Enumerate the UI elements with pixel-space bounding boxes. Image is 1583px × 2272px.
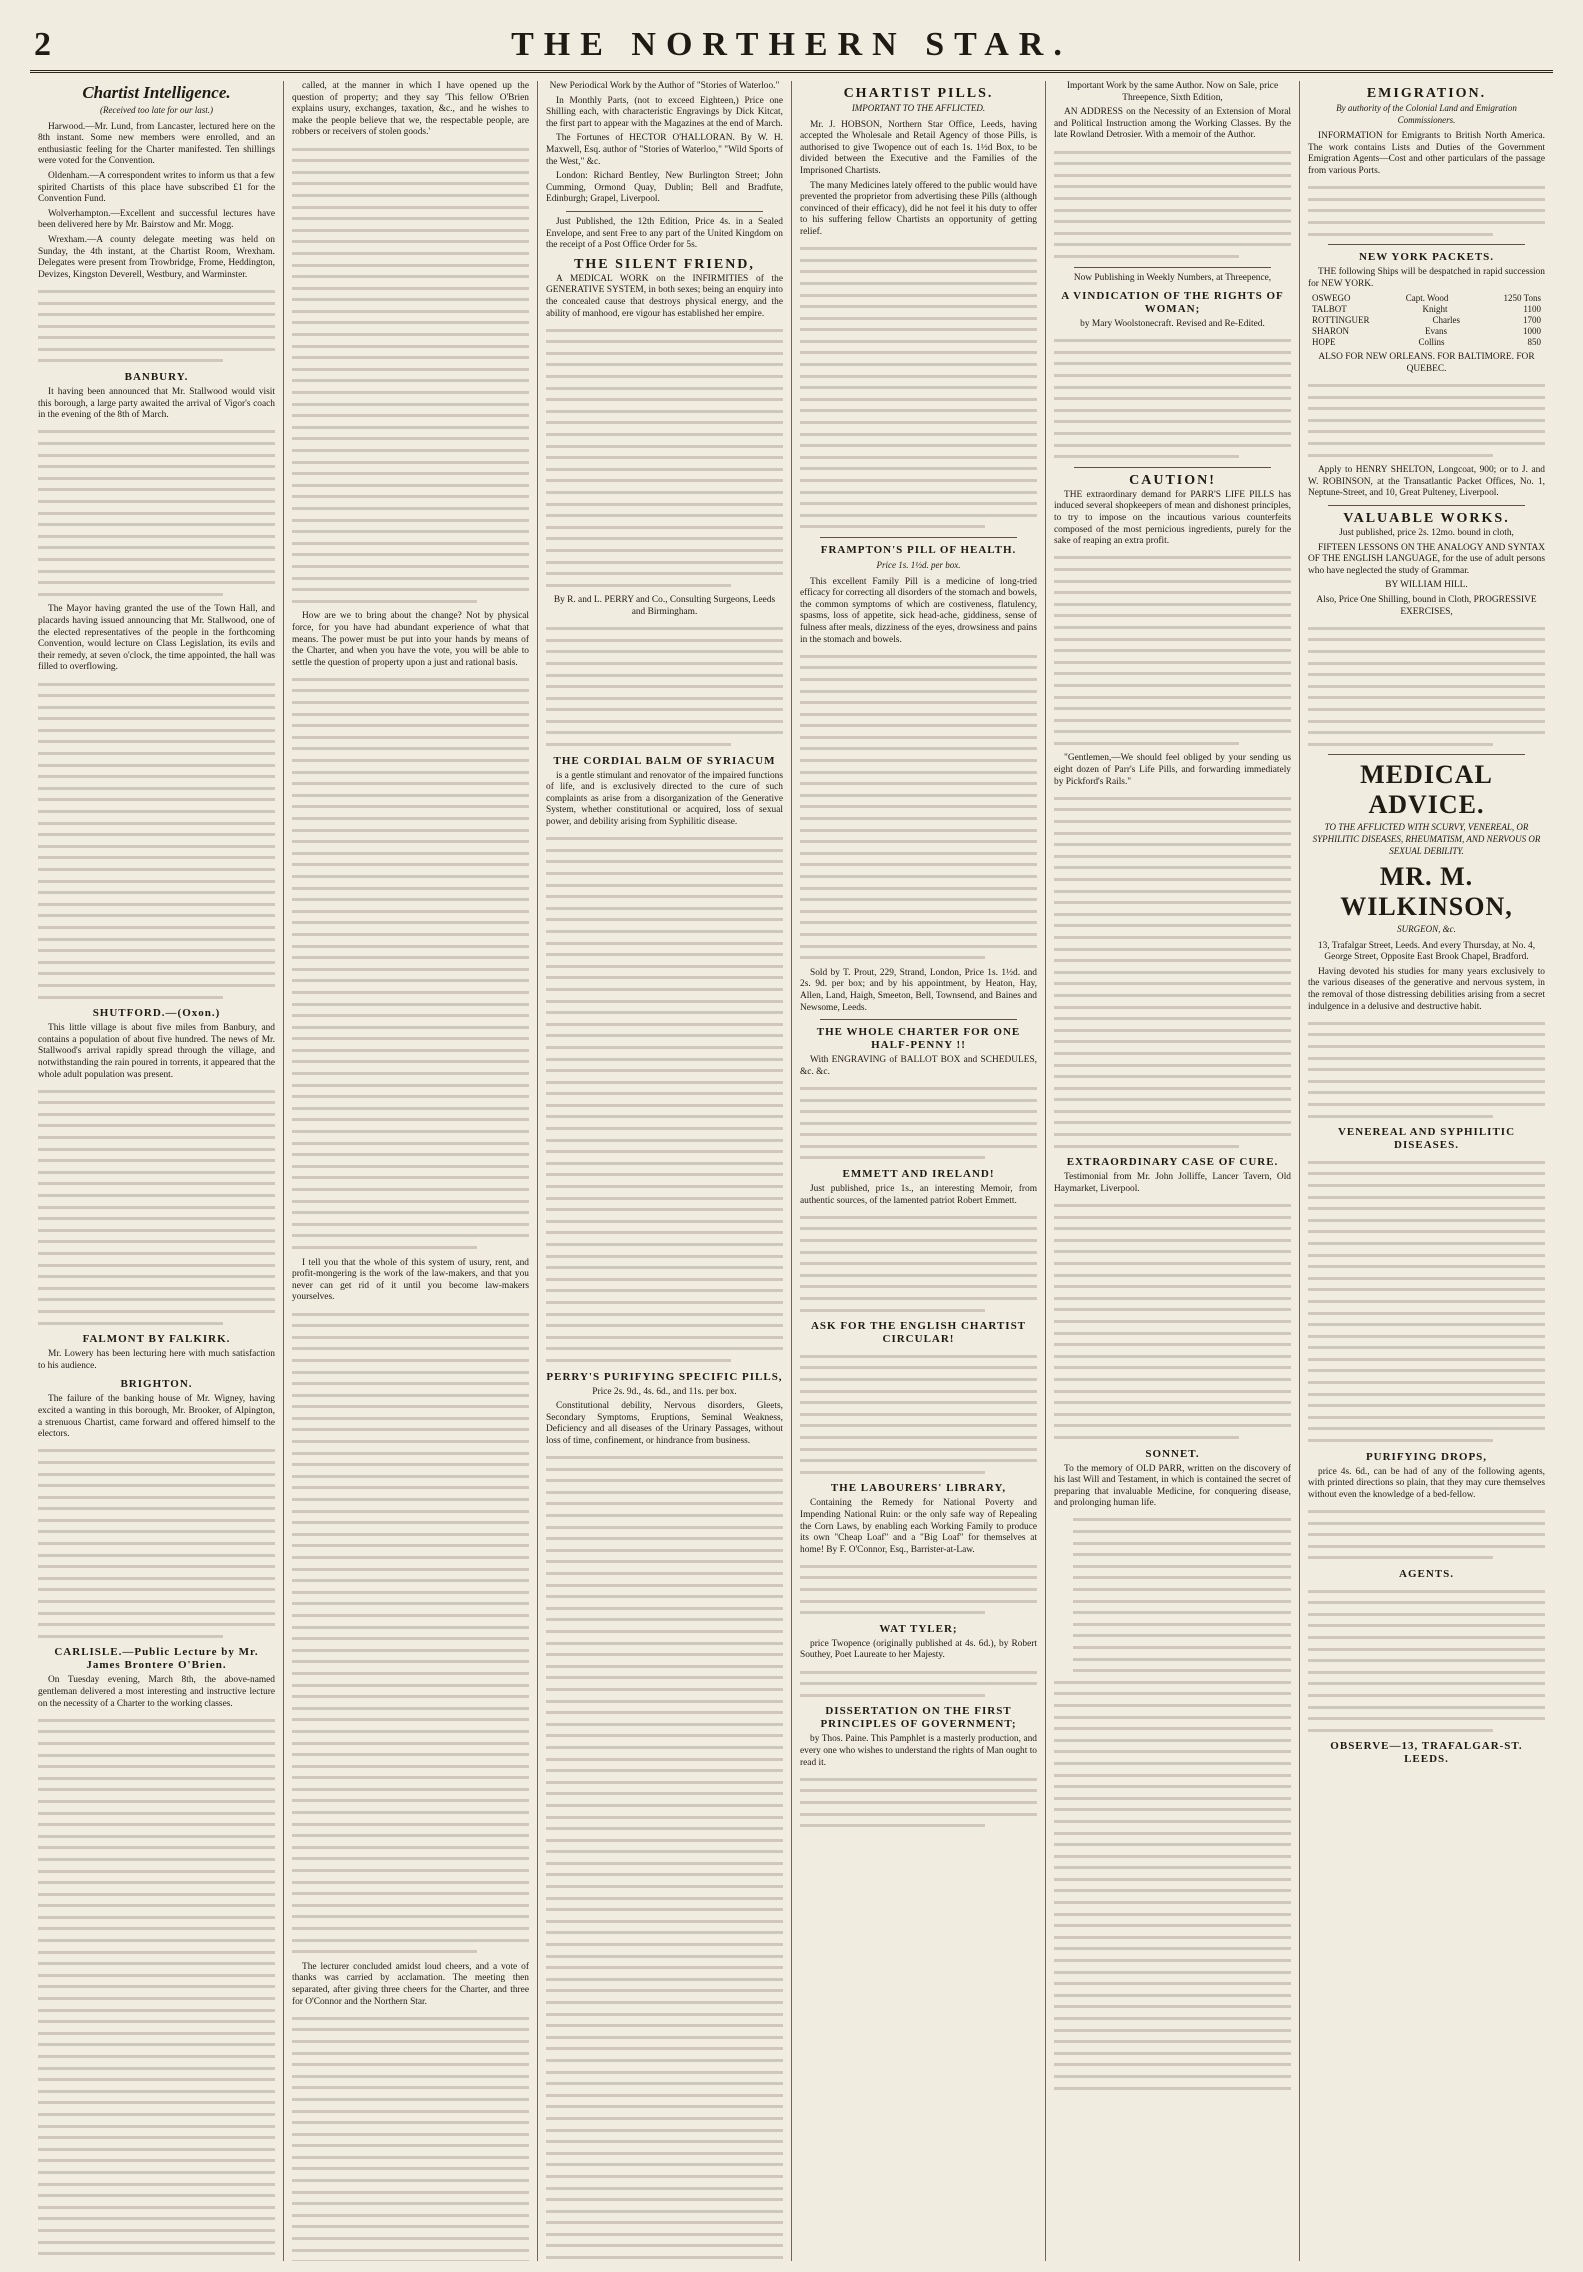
text-block bbox=[38, 290, 275, 363]
article-oldenham: Oldenham.—A correspondent writes to inform us that a few spirited Chartists of this place have subscribed £1 for the Convention Fund. bbox=[38, 170, 275, 205]
advert-text: 13, Trafalgar Street, Leeds. And every Thursday, at No. 4, George Street, Opposite East Brook Chapel, Bradford. bbox=[1317, 940, 1536, 963]
heading-brighton: BRIGHTON. bbox=[120, 1378, 193, 1391]
heading-wat-tyler: WAT TYLER; bbox=[879, 1622, 958, 1635]
masthead bbox=[30, 22, 1553, 73]
advert-text: FIFTEEN LESSONS ON THE ANALOGY AND SYNTAX OF THE ENGLISH LANGUAGE, for the use of adult persons who have neglected the study of Grammar. bbox=[1308, 542, 1545, 576]
column-5 bbox=[1046, 81, 1300, 2261]
page-number: 2 bbox=[34, 26, 51, 63]
divider bbox=[1328, 244, 1525, 245]
advert-text: By R. and L. PERRY and Co., Consulting Surgeons, Leeds and Birmingham. bbox=[553, 595, 776, 617]
text-block bbox=[800, 1778, 1037, 1827]
text-block bbox=[800, 1216, 1037, 1312]
advert-text: Apply to HENRY SHELTON, Longcoat, 900; or to J. and W. ROBINSON, at the Transatlantic Packet Offices, No. 1, Neptune-Street, and 10, Great Pulteney, Liverpool. bbox=[1308, 465, 1545, 499]
heading-falkirk: FALMONT BY FALKIRK. bbox=[82, 1333, 231, 1346]
heading-whole-charter: THE WHOLE CHARTER FOR ONE HALF-PENNY !! bbox=[816, 1026, 1021, 1052]
text-block bbox=[1308, 384, 1545, 457]
subheading-emigration: By authority of the Colonial Land and Emigration Commissioners. bbox=[1336, 103, 1517, 125]
divider bbox=[1074, 267, 1271, 268]
article-wolverhampton: Wolverhampton.—Excellent and successful lectures have been delivered here by Mr. Bairstow and Mr. Mogg. bbox=[38, 208, 275, 231]
subheading-afflicted: IMPORTANT TO THE AFFLICTED. bbox=[851, 103, 986, 113]
heading-dissertation: DISSERTATION ON THE FIRST PRINCIPLES OF GOVERNMENT; bbox=[820, 1705, 1017, 1731]
text-block bbox=[292, 148, 529, 603]
text-block bbox=[800, 655, 1037, 959]
subheading-medical: TO THE AFFLICTED WITH SCURVY, VENEREAL, OR SYPHILITIC DISEASES, RHEUMATISM, AND NERVOUS OR SEXUAL DEBILITY. bbox=[1312, 822, 1541, 856]
columns bbox=[30, 73, 1553, 2261]
text-block bbox=[800, 1355, 1037, 1474]
column-2 bbox=[284, 81, 538, 2261]
heading-venereal: VENEREAL AND SYPHILITIC DISEASES. bbox=[1337, 1126, 1516, 1152]
advert-text: by Mary Woolstonecraft. Revised and Re-Edited. bbox=[1080, 319, 1265, 330]
text-block bbox=[38, 1449, 275, 1638]
article-wrexham: Wrexham.—A county delegate meeting was held on Sunday, the 4th instant, at the Chartist Room, Wrexham. Delegates were present from Trowbridge, Frome, Heddington, Devizes, Kingston Deverell, Westbury, and Warminster. bbox=[38, 234, 275, 280]
text-block bbox=[38, 683, 275, 999]
advert-heading: New Periodical Work by the Author of "Stories of Waterloo." bbox=[549, 81, 780, 91]
text-block bbox=[1308, 1590, 1545, 1732]
text-block bbox=[1054, 339, 1291, 458]
divider bbox=[1328, 505, 1525, 506]
ship-list bbox=[1308, 293, 1545, 348]
text-block bbox=[800, 1087, 1037, 1160]
text-block bbox=[1308, 627, 1545, 746]
heading-packets: NEW YORK PACKETS. bbox=[1358, 251, 1495, 264]
heading-silent-friend: THE SILENT FRIEND, bbox=[574, 256, 755, 272]
advert-text: THE extraordinary demand for PARR'S LIFE PILLS has induced several shopkeepers of mean and dishonest principles, to try to impose on the incautious various counterfeits composed of the most pernicious ingredients, purely for the sake of reaping an extra profit. bbox=[1054, 489, 1291, 547]
column-4 bbox=[792, 81, 1046, 2261]
footer-observe: OBSERVE—13, TRAFALGAR-ST. LEEDS. bbox=[1330, 1740, 1523, 1766]
text-block bbox=[292, 678, 529, 1249]
advert-text: This excellent Family Pill is a medicine of long-tried efficacy for correcting all disorders of the stomach and bowels, the common symptoms of which are costiveness, flatulency, spasms, loss of appetite, sick head-ache, giddiness, sense of fulness after meals, dizziness of the eyes, drowsiness and pains in the stomach and bowels. bbox=[800, 576, 1037, 645]
ship-row: OSWEGO Capt. Wood 1250 Tons bbox=[1312, 293, 1541, 304]
heading-labourers-library: THE LABOURERS' LIBRARY, bbox=[830, 1482, 1007, 1495]
advert-text: Constitutional debility, Nervous disorders, Gleets, Secondary Symptoms, Eruptions, Seminal Weakness, Deficiency and all diseases of the Urinary Passages, without loss of time, confinement, or hindrance from business. bbox=[546, 1401, 783, 1446]
advert-text: AN ADDRESS on the Necessity of an Extension of Moral and Political Instruction among the Working Classes. By the late Rowland Detrosier. With a memoir of the Author. bbox=[1054, 107, 1291, 141]
text-block bbox=[546, 837, 783, 1362]
text-block bbox=[1054, 556, 1291, 745]
section-title: Chartist Intelligence. bbox=[82, 83, 231, 102]
advert-text: Also, Price One Shilling, bound in Cloth, PROGRESSIVE EXERCISES, bbox=[1316, 595, 1537, 617]
advert-text: The many Medicines lately offered to the public would have prevented the proprietor from advertising these Pills (although convinced of their efficacy), did he not feel it his duty to offer to his suffering fellow Chartists an opportunity of getting relief. bbox=[800, 180, 1037, 237]
heading-valuable-works: VALUABLE WORKS. bbox=[1343, 511, 1510, 527]
heading-sonnet: SONNET. bbox=[1145, 1447, 1200, 1460]
divider bbox=[820, 1019, 1017, 1020]
section-subtitle: (Received too late for our last.) bbox=[100, 105, 213, 115]
heading-caution: CAUTION! bbox=[1129, 472, 1216, 488]
text-block bbox=[800, 1671, 1037, 1697]
advert-text: INFORMATION for Emigrants to British North America. The work contains Lists and Duties of the Government Emigration Agents—Cost and other particulars of the passage from various Ports. bbox=[1308, 131, 1545, 176]
advert-text: ALSO FOR NEW ORLEANS. FOR BALTIMORE. FOR QUEBEC. bbox=[1318, 352, 1535, 374]
heading-vindication: A VINDICATION OF THE RIGHTS OF WOMAN; bbox=[1061, 290, 1284, 316]
advert-text: Having devoted his studies for many years exclusively to the various diseases of the generative and nervous system, in the removal of those distressing debilities arising from a secret indulgence in a delusive and destructive habit. bbox=[1308, 966, 1545, 1012]
column-3 bbox=[538, 81, 792, 2261]
ship-row: TALBOT Knight 1100 bbox=[1312, 304, 1541, 315]
heading-wilkinson: MR. M. WILKINSON, bbox=[1340, 862, 1513, 922]
article-mayor: The Mayor having granted the use of the Town Hall, and placards having issued announcing that Mr. Stallwood, one of the elected representatives of the people in the forthcoming Convention, would lecture on Class Legislation, its evils and their remedy, at seven o'clock, the time appointed, the hall was filled to overflowing. bbox=[38, 604, 275, 673]
heading-extraordinary-cure: EXTRAORDINARY CASE OF CURE. bbox=[1066, 1156, 1279, 1169]
advert-text: The Fortunes of HECTOR O'HALLORAN. By W. H. Maxwell, Esq. author of "Stories of Waterloo," "Wild Sports of the West," &c. bbox=[546, 133, 783, 167]
text-block bbox=[1308, 1161, 1545, 1442]
advert-text: To the memory of OLD PARR, written on the discovery of his last Will and Testament, in which is contained the secret of preparing that invaluable Medicine, for conquering disease, and prolonging human life. bbox=[1054, 1463, 1291, 1509]
advert-text: "Gentlemen,—We should feel obliged by your sending us eight dozen of Parr's Life Pills, and forwarding immediately by Pickford's Rails." bbox=[1054, 753, 1291, 787]
text-block bbox=[1054, 797, 1291, 1148]
heading-perry-pills: PERRY'S PURIFYING SPECIFIC PILLS, bbox=[546, 1370, 783, 1383]
article-body: The lecturer concluded amidst loud cheers, and a vote of thanks was carried by acclamation. The meeting then separated, after giving three cheers for the Charter, and three for O'Connor and the Northern Star. bbox=[292, 1961, 529, 2007]
column-1 bbox=[30, 81, 284, 2261]
text-block bbox=[1308, 1022, 1545, 1118]
article-shutford: This little village is about five miles from Banbury, and contains a population of about five hundred. The news of Mr. Stallwood's arrival rapidly spread through the village, and notwithstanding the rain poured in torrents, it appeared that the whole adult population was present. bbox=[38, 1023, 275, 1080]
article-body: called, at the manner in which I have opened up the question of property; and they say 'This fellow O'Brien explains usury, exchanges, taxation, &c., and he wishes to make the people believe that we, the respectable people, are robbers or receivers of stolen goods.' bbox=[292, 81, 529, 138]
heading-agents: AGENTS. bbox=[1399, 1567, 1454, 1580]
text-block bbox=[292, 2017, 529, 2261]
heading-cordial-balm: THE CORDIAL BALM OF SYRIACUM bbox=[553, 754, 776, 767]
heading-frampton: FRAMPTON'S PILL OF HEALTH. bbox=[820, 543, 1017, 556]
text-block bbox=[1054, 1518, 1291, 2089]
advert-text: Mr. J. HOBSON, Northern Star Office, Leeds, having accepted the Wholesale and Retail Agency of those Pills, is authorised to give Twopence out of each 1s. 1½d Box, to be divided between the Executive and the Families of the Imprisoned Chartists. bbox=[800, 119, 1037, 176]
advert-text: Just published, price 1s., an interesting Memoir, from authentic sources, of the lamented patriot Robert Emmett. bbox=[800, 1184, 1037, 1206]
text-block bbox=[292, 1313, 529, 1954]
advert-text: In Monthly Parts, (not to exceed Eighteen,) Price one Shilling each, with characteristic Engravings by Dick Kitcat, the first part to appear with the Magazines at the end of March. bbox=[546, 95, 783, 129]
heading-banbury: BANBURY. bbox=[124, 371, 189, 384]
heading-emmett: EMMETT AND IRELAND! bbox=[842, 1168, 995, 1181]
heading-carlisle: CARLISLE.—Public Lecture by Mr. James Brontere O'Brien. bbox=[54, 1646, 259, 1672]
subheading-frampton-price: Price 1s. 1½d. per box. bbox=[876, 559, 961, 570]
divider bbox=[566, 211, 763, 212]
text-block bbox=[38, 1719, 275, 2261]
text-block bbox=[1054, 1204, 1291, 1439]
heading-shutford: SHUTFORD.—(Oxon.) bbox=[92, 1007, 221, 1020]
text-block bbox=[546, 329, 783, 587]
advert-text: Testimonial from Mr. John Jolliffe, Lancer Tavern, Old Haymarket, Liverpool. bbox=[1054, 1172, 1291, 1194]
heading-medical-advice: MEDICAL ADVICE. bbox=[1360, 760, 1493, 820]
advert-text: price 4s. 6d., can be had of any of the following agents, with printed directions so plain, that they may cure themselves without even the knowledge of a bed-fellow. bbox=[1308, 1466, 1545, 1500]
advert-text: Containing the Remedy for National Poverty and Impending National Ruin: or the only safe way of Repealing the Corn Laws, by enabling each Working Family to produce its own "Cheap Loaf" and a "Big Loaf" for themselves at home! By F. O'Connor, Esq., Barrister-at-Law. bbox=[800, 1498, 1037, 1555]
advert-text: Just published, price 2s. 12mo. bound in cloth, bbox=[1339, 528, 1514, 539]
newspaper-title: THE NORTHERN STAR. bbox=[511, 26, 1072, 63]
text-block bbox=[546, 1456, 783, 2259]
advert-text: A MEDICAL WORK on the INFIRMITIES of the GENERATIVE SYSTEM, in both sexes; being an enquiry into the concealed cause that destroys physical energy, and the ability of manhood, ere vigour has established her empire. bbox=[546, 273, 783, 319]
text-block bbox=[800, 1565, 1037, 1614]
article-harwood: Harwood.—Mr. Lund, from Lancaster, lectured here on the 8th instant. Some new members were enrolled, and an enthusiastic feeling for the Charter manifested. Ten shillings were voted for the Convention. bbox=[38, 121, 275, 167]
article-falkirk: Mr. Lowery has been lecturing here with much satisfaction to his audience. bbox=[38, 1349, 275, 1371]
text-block bbox=[38, 430, 275, 595]
heading-emigration: EMIGRATION. bbox=[1366, 86, 1487, 101]
divider bbox=[820, 537, 1017, 538]
advert-text: Just Published, the 12th Edition, Price 4s. in a Sealed Envelope, and sent Free to any part of the United Kingdom on the receipt of a Post Office Order for 5s. bbox=[546, 216, 783, 251]
advert-text: With ENGRAVING of BALLOT BOX and SCHEDULES, &c. &c. bbox=[800, 1055, 1037, 1077]
advert-text: by Thos. Paine. This Pamphlet is a masterly production, and every one who wishes to understand the rights of Man ought to read it. bbox=[800, 1734, 1037, 1768]
text-block bbox=[1054, 151, 1291, 258]
text-block bbox=[1308, 1510, 1545, 1559]
advert-text: is a gentle stimulant and renovator of the impaired functions of life, and is exclusively directed to the cure of such complaints as arise from a disorganization of the Generative System, whether constitutional or acquired, loss of sexual power, and debility arising from Syphilitic disease. bbox=[546, 770, 783, 828]
ship-row: ROTTINGUER Charles 1700 bbox=[1312, 315, 1541, 326]
advert-text: London: Richard Bentley, New Burlington Street; John Cumming, Ormond Quay, Dublin; Bell and Bradfute, Edinburgh; Grapel, Liverpool. bbox=[546, 171, 783, 205]
article-brighton: The failure of the banking house of Mr. Wigney, having excited a wanting in this borough, Mr. Brooker, of Alpington, a strenuous Chartist, came forward and offered himself to the electors. bbox=[38, 1394, 275, 1440]
article-banbury: It having been announced that Mr. Stallwood would visit this borough, a large party awaited the arrival of Vigor's coach in the evening of the 8th of March. bbox=[38, 387, 275, 421]
advert-text: BY WILLIAM HILL. bbox=[1385, 580, 1468, 591]
article-body: I tell you that the whole of this system of usury, rent, and profit-mongering is the work of the law-makers, and that you never can get rid of it until you become law-makers yourselves. bbox=[292, 1257, 529, 1303]
article-body: How are we to bring about the change? Not by physical force, for you have had abundant experience of what that means. The power must be put into your hands by means of the Charter, and when you have the vote, you will be able to settle the question of property upon a just and rational basis. bbox=[292, 611, 529, 668]
heading-purifying-drops: PURIFYING DROPS, bbox=[1365, 1450, 1488, 1463]
column-6 bbox=[1300, 81, 1553, 2261]
advert-text: Important Work by the same Author. Now on Sale, price Threepence, Sixth Edition, bbox=[1066, 81, 1279, 103]
heading-chartist-circular: ASK FOR THE ENGLISH CHARTIST CIRCULAR! bbox=[810, 1320, 1027, 1346]
subheading-surgeon: SURGEON, &c. bbox=[1397, 924, 1456, 935]
divider bbox=[1328, 754, 1525, 755]
advert-text: Now Publishing in Weekly Numbers, at Threepence, bbox=[1073, 272, 1272, 283]
text-block bbox=[1308, 186, 1545, 235]
advert-price: Price 2s. 9d., 4s. 6d., and 11s. per box. bbox=[592, 1386, 737, 1397]
heading-chartist-pills: CHARTIST PILLS. bbox=[843, 86, 994, 101]
text-block bbox=[546, 627, 783, 746]
text-block bbox=[800, 247, 1037, 528]
advert-text: price Twopence (originally published at 4s. 6d.), by Robert Southey, Poet Laureate to her Majesty. bbox=[800, 1638, 1037, 1661]
ship-row: HOPE Collins 850 bbox=[1312, 337, 1541, 348]
ship-row: SHARON Evans 1000 bbox=[1312, 326, 1541, 337]
article-carlisle: On Tuesday evening, March 8th, the above-named gentleman delivered a most interesting and instructive lecture on the necessity of a Charter to the working classes. bbox=[38, 1675, 275, 1709]
advert-text: Sold by T. Prout, 229, Strand, London, Price 1s. 1½d. and 2s. 9d. per box; and by his appointment, by Heaton, Hay, Allen, Land, Haigh, Smeeton, Bell, Townsend, and Baines and Newsome, Leeds. bbox=[800, 967, 1037, 1013]
divider bbox=[1074, 467, 1271, 468]
text-block bbox=[38, 1090, 275, 1325]
advert-text: THE following Ships will be despatched in rapid succession for NEW YORK. bbox=[1308, 267, 1545, 289]
